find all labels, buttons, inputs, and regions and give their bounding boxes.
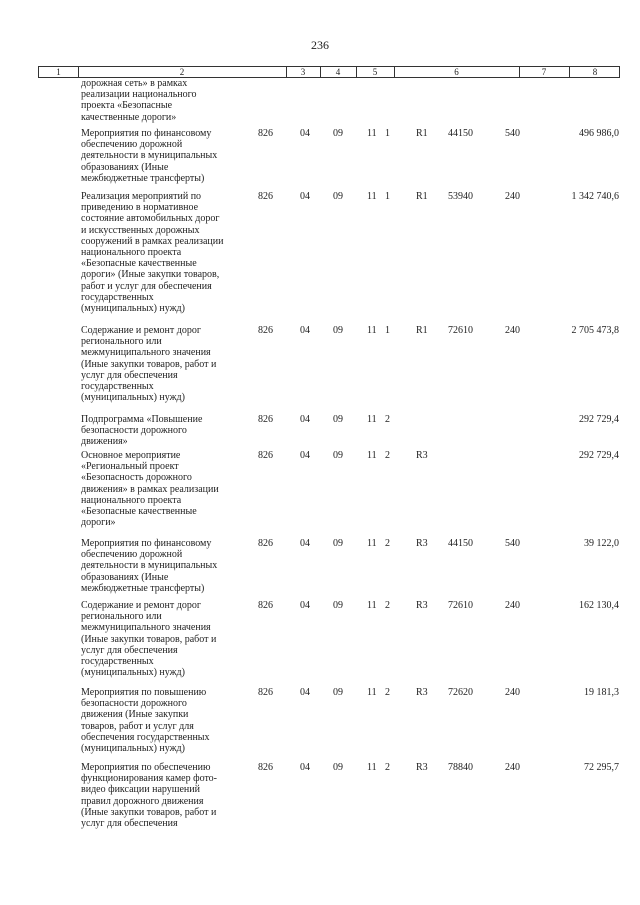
cell-event: R1 [416,128,428,139]
cell-program: 11 [367,600,377,611]
cell-amount: 39 122,0 [584,538,619,549]
table-header [38,66,620,78]
cell-amount: 1 342 740,6 [571,191,619,202]
cell-direction: 78840 [448,762,473,773]
cell-ministry: 826 [258,325,273,336]
cell-amount: 292 729,4 [579,450,619,461]
cell-event: R3 [416,538,428,549]
cell-subsection: 09 [333,450,343,461]
cell-event: R1 [416,191,428,202]
header-col-7: 7 [541,67,547,77]
cell-expense-type: 240 [505,325,520,336]
header-col-4: 4 [335,67,341,77]
cell-ministry: 826 [258,687,273,698]
cell-program: 11 [367,450,377,461]
cell-subsection: 09 [333,762,343,773]
cell-section: 04 [300,325,310,336]
cell-direction: 72610 [448,600,473,611]
cell-ministry: 826 [258,414,273,425]
cell-amount: 2 705 473,8 [571,325,619,336]
row-name: Мероприятия по финансовому обеспечению дорожной деятельности в муниципальных образованиях (Иные межбюджетные трансферты) [81,128,218,184]
cell-subsection: 09 [333,687,343,698]
cell-direction: 44150 [448,538,473,549]
cell-ministry: 826 [258,128,273,139]
cell-subprogram: 2 [385,600,390,611]
cell-amount: 292 729,4 [579,414,619,425]
cell-program: 11 [367,687,377,698]
cell-ministry: 826 [258,538,273,549]
cell-subprogram: 1 [385,128,390,139]
cell-program: 11 [367,325,377,336]
row-name: Подпрограмма «Повышение безопасности дорожного движения» [81,414,203,448]
cell-event: R3 [416,762,428,773]
cell-ministry: 826 [258,191,273,202]
cell-ministry: 826 [258,600,273,611]
cell-expense-type: 540 [505,538,520,549]
cell-program: 11 [367,191,377,202]
cell-expense-type: 240 [505,600,520,611]
row-name: Мероприятия по обеспечению функционирования камер фото- видео фиксации нарушений правил дорожного движения (Иные закупки товаров, работ и услуг для обеспечения [81,762,218,830]
cell-subprogram: 2 [385,687,390,698]
header-col-3: 3 [300,67,306,77]
header-col-8: 8 [592,67,598,77]
cell-direction: 53940 [448,191,473,202]
cell-event: R3 [416,600,428,611]
cell-expense-type: 240 [505,191,520,202]
cell-subsection: 09 [333,538,343,549]
cell-program: 11 [367,762,377,773]
cell-subsection: 09 [333,414,343,425]
cell-section: 04 [300,414,310,425]
header-col-1: 1 [56,67,61,77]
cell-direction: 72610 [448,325,473,336]
cell-event: R3 [416,687,428,698]
row-name: Содержание и ремонт дорог регионального или межмуниципального значения (Иные закупки товаров, работ и услуг для обеспечения государственных (муниципальных) нужд) [81,600,217,679]
cell-subprogram: 2 [385,414,390,425]
cell-expense-type: 240 [505,762,520,773]
cell-subprogram: 2 [385,450,390,461]
row-name: Реализация мероприятий по приведению в нормативное состояние автомобильных дорог и искусственных дорожных сооружений в рамках реализации национального проекта «Безопасные качественные дороги» (Иные закупки товаров, работ и услуг для обеспечения государственных (муниципальных) нужд) [81,191,224,315]
cell-expense-type: 240 [505,687,520,698]
row-name: Мероприятия по финансовому обеспечению дорожной деятельности в муниципальных образованиях (Иные межбюджетные трансферты) [81,538,218,594]
cell-ministry: 826 [258,762,273,773]
header-col-6: 6 [454,67,459,77]
cell-program: 11 [367,538,377,549]
cell-program: 11 [367,128,377,139]
cell-section: 04 [300,450,310,461]
cell-section: 04 [300,687,310,698]
cell-subsection: 09 [333,600,343,611]
header-col-2: 2 [179,67,185,77]
header-col-5: 5 [372,67,378,77]
cell-ministry: 826 [258,450,273,461]
cell-event: R3 [416,450,428,461]
cell-amount: 72 295,7 [584,762,619,773]
cell-section: 04 [300,191,310,202]
cell-section: 04 [300,538,310,549]
row-name: дорожная сеть» в рамках реализации национального проекта «Безопасные качественные дороги» [81,78,197,123]
cell-section: 04 [300,762,310,773]
row-name: Основное мероприятие «Региональный проект «Безопасность дорожного движения» в рамках реализации национального проекта «Безопасные качественные дороги» [81,450,219,529]
cell-subprogram: 2 [385,538,390,549]
row-name: Содержание и ремонт дорог регионального или межмуниципального значения (Иные закупки товаров, работ и услуг для обеспечения государственных (муниципальных) нужд) [81,325,217,404]
cell-direction: 72620 [448,687,473,698]
cell-subsection: 09 [333,325,343,336]
cell-program: 11 [367,414,377,425]
cell-section: 04 [300,600,310,611]
cell-amount: 496 986,0 [579,128,619,139]
page-number: 236 [311,38,329,52]
cell-section: 04 [300,128,310,139]
cell-subsection: 09 [333,191,343,202]
cell-amount: 19 181,3 [584,687,619,698]
cell-direction: 44150 [448,128,473,139]
cell-subprogram: 1 [385,325,390,336]
cell-subprogram: 1 [385,191,390,202]
cell-subprogram: 2 [385,762,390,773]
cell-subsection: 09 [333,128,343,139]
row-name: Мероприятия по повышению безопасности дорожного движения (Иные закупки товаров, работ и услуг для обеспечения государственных (муниципальных) нужд) [81,687,210,755]
cell-event: R1 [416,325,428,336]
cell-amount: 162 130,4 [579,600,619,611]
cell-expense-type: 540 [505,128,520,139]
